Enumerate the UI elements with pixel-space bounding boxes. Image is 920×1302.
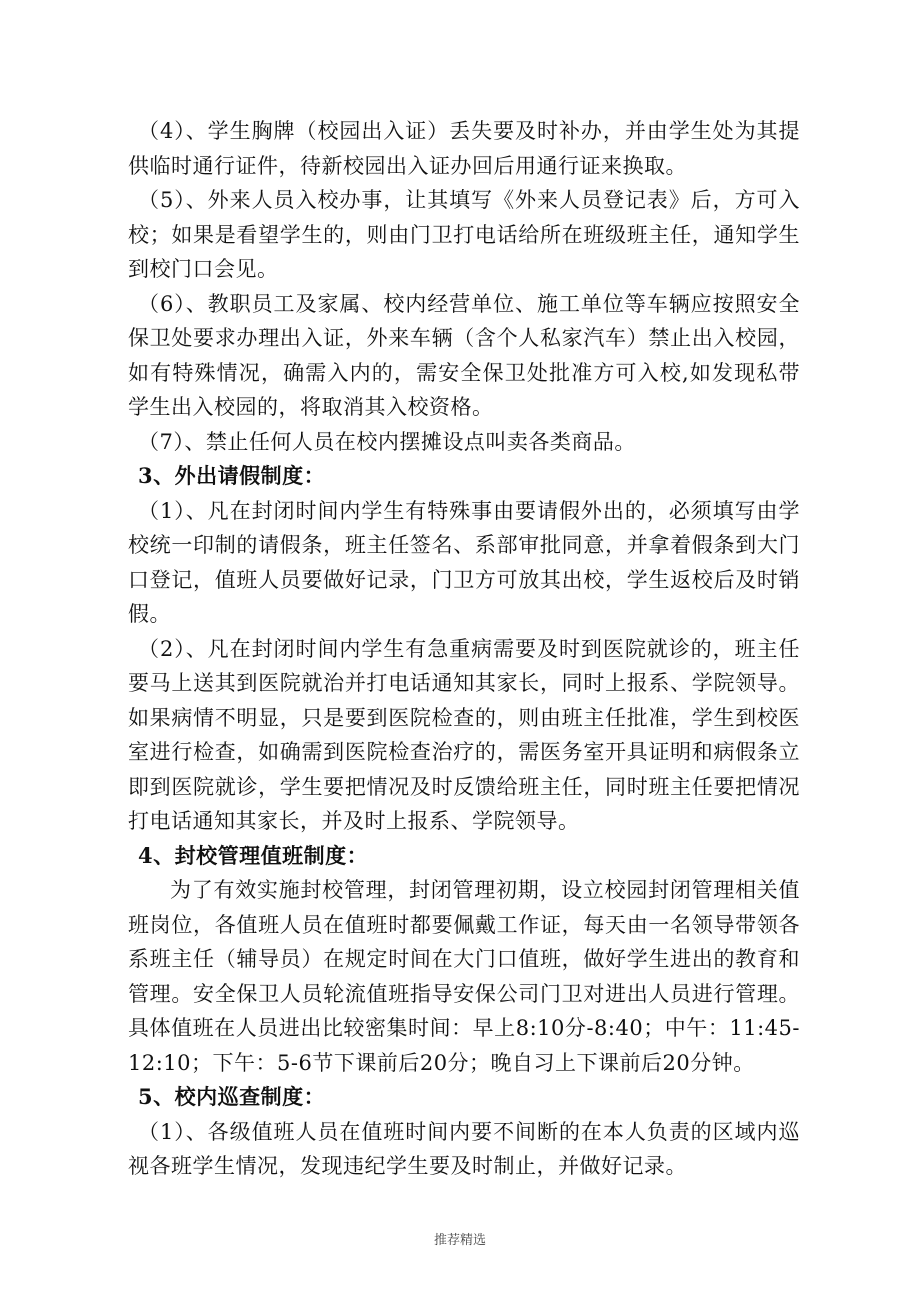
section-heading-5: 5、校内巡查制度： bbox=[138, 1084, 326, 1109]
page-footer: 推荐精选 bbox=[433, 1233, 486, 1248]
paragraph-6: （6）、教职员工及家属、校内经营单位、施工单位等车辆应按照安全保卫处要求办理出入证，外来车辆（含个人私家汽车）禁止出入校园，如有特殊情况，确需入内的，需安全保卫处批准方可入校,如发现私带学生出入校园的，将取消其入校资格。 bbox=[128, 291, 800, 419]
patrol-paragraph-1: （1）、各级值班人员在值班时间内要不间断的在本人负责的区域内巡视各班学生情况，发现违纪学生要及时制止，并做好记录。 bbox=[128, 1119, 800, 1178]
paragraph-7: （7）、禁止任何人员在校内摆摊设点叫卖各类商品。 bbox=[138, 429, 636, 454]
paragraph-4: （4）、学生胸牌（校园出入证）丢失要及时补办，并由学生处为其提供临时通行证件，待新校园出入证办回后用通行证来换取。 bbox=[128, 119, 800, 178]
leave-paragraph-2: （2）、凡在封闭时间内学生有急重病需要及时到医院就诊的，班主任要马上送其到医院就治并打电话通知其家长，同时上报系、学院领导。如果病情不明显，只是要到医院检查的，则由班主任批准，学生到校医室进行检查，如确需到医院检查治疗的，需医务室开具证明和病假条立即到医院就诊，学生要把情况及时反馈给班主任，同时班主任要把情况打电话通知其家长，并及时上报系、学院领导。 bbox=[128, 636, 800, 833]
document-body bbox=[128, 114, 800, 1184]
duty-paragraph: 为了有效实施封校管理，封闭管理初期，设立校园封闭管理相关值班岗位，各值班人员在值班时都要佩戴工作证，每天由一名领导带领各系班主任（辅导员）在规定时间在大门口值班，做好学生进出的教育和管理。安全保卫人员轮流值班指导安保公司门卫对进出人员进行管理。具体值班在人员进出比较密集时间：早上8:10分-8:40；中午：11:45-12:10；下午：5-6节下课前后20分；晚自习上下课前后20分钟。 bbox=[128, 878, 800, 1075]
section-heading-3: 3、外出请假制度： bbox=[138, 463, 326, 488]
paragraph-5: （5）、外来人员入校办事，让其填写《外来人员登记表》后，方可入校；如果是看望学生的，则由门卫打电话给所在班级班主任，通知学生到校门口会见。 bbox=[128, 188, 800, 281]
leave-paragraph-1: （1）、凡在封闭时间内学生有特殊事由要请假外出的，必须填写由学校统一印制的请假条，班主任签名、系部审批同意，并拿着假条到大门口登记，值班人员要做好记录，门卫方可放其出校，学生返校后及时销假。 bbox=[128, 498, 800, 626]
section-heading-4: 4、封校管理值班制度： bbox=[138, 842, 369, 868]
